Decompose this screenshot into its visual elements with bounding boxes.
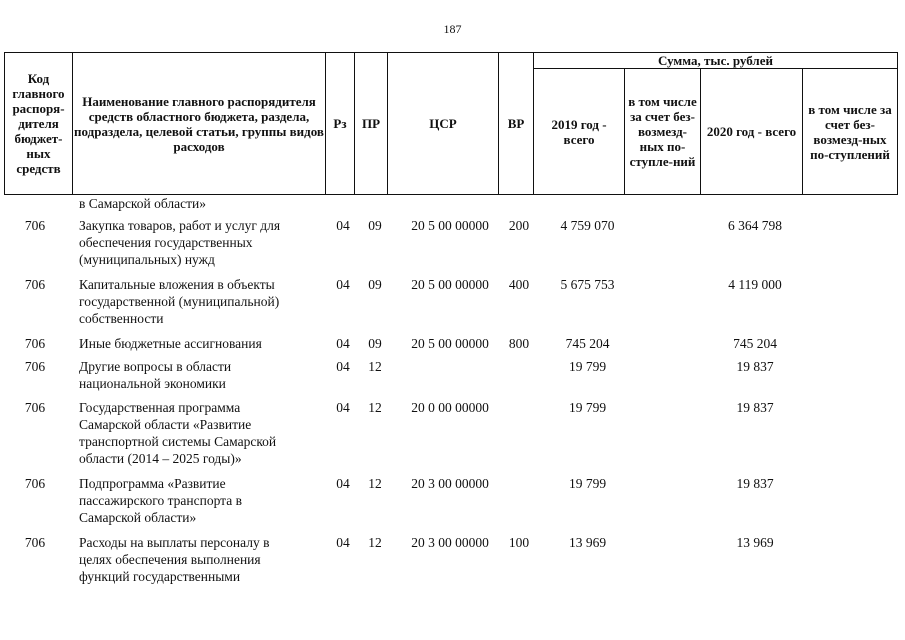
cell-sum-2019: 13 969 bbox=[568, 535, 607, 550]
cell-sum-2020: 19 837 bbox=[736, 400, 774, 415]
table-row bbox=[0, 276, 905, 336]
cell-sum-2020: 6 364 798 bbox=[728, 218, 782, 233]
header-sum-group: Сумма, тыс. рублей bbox=[534, 53, 898, 69]
cell-code: 706 bbox=[24, 336, 46, 351]
header-2019-grants: в том числе за счет без-возмезд-ных по-ступле-ний bbox=[625, 69, 701, 195]
page-number: 187 bbox=[443, 22, 462, 36]
cell-sum-2019: 4 759 070 bbox=[560, 218, 615, 233]
cell-code: 706 bbox=[24, 476, 46, 491]
header-code: Код главного распоря-дителя бюджет-ных средств bbox=[5, 53, 73, 195]
cell-rz: 04 bbox=[336, 218, 350, 233]
table-row bbox=[0, 475, 905, 535]
header-vr: ВР bbox=[499, 53, 534, 195]
cell-vr: 200 bbox=[508, 218, 530, 233]
cell-code: 706 bbox=[24, 400, 46, 415]
cell-code: 706 bbox=[24, 218, 46, 233]
table-header bbox=[4, 52, 898, 195]
cell-csr: 20 5 00 00000 bbox=[411, 218, 489, 233]
cell-name: Подпрограмма «Развитие пассажирского транспорта в Самарской области» bbox=[79, 476, 242, 525]
cell-csr: 20 5 00 00000 bbox=[411, 336, 489, 351]
cell-pr: 09 bbox=[368, 218, 382, 233]
cell-pr: 09 bbox=[368, 336, 382, 351]
cell-pr: 12 bbox=[368, 400, 382, 415]
header-rz: Рз bbox=[326, 53, 355, 195]
cell-rz: 04 bbox=[336, 400, 350, 415]
cell-rz: 04 bbox=[336, 476, 350, 491]
cell-sum-2019: 745 204 bbox=[565, 336, 610, 351]
cell-sum-2019: 19 799 bbox=[568, 359, 607, 374]
cell-csr: 20 5 00 00000 bbox=[411, 277, 489, 292]
cell-vr: 400 bbox=[508, 277, 530, 292]
header-name: Наименование главного распорядителя средств областного бюджета, раздела, подраздела, целевой статьи, группы видов расходов bbox=[73, 53, 326, 195]
cell-rz: 04 bbox=[336, 336, 350, 351]
cell-sum-2020: 745 204 bbox=[733, 336, 777, 351]
continuation-text: в Самарской области» bbox=[79, 196, 207, 211]
cell-sum-2019: 19 799 bbox=[568, 400, 607, 415]
cell-sum-2019: 19 799 bbox=[568, 476, 607, 491]
table-row bbox=[0, 534, 905, 594]
table-row bbox=[0, 217, 905, 277]
cell-code: 706 bbox=[24, 535, 46, 550]
cell-sum-2020: 19 837 bbox=[736, 476, 774, 491]
cell-name: Расходы на выплаты персоналу в целях обеспечения выполнения функций государственными bbox=[79, 535, 270, 584]
cell-csr: 20 0 00 00000 bbox=[411, 400, 489, 415]
table-row bbox=[0, 399, 905, 466]
cell-rz: 04 bbox=[336, 277, 350, 292]
cell-csr: 20 3 00 00000 bbox=[411, 535, 489, 550]
cell-pr: 12 bbox=[368, 535, 382, 550]
cell-rz: 04 bbox=[336, 535, 350, 550]
header-csr: ЦСР bbox=[388, 53, 499, 195]
header-2020-total: 2020 год - всего bbox=[701, 69, 803, 195]
cell-name: Закупка товаров, работ и услуг для обеспечения государственных (муниципальных) нужд bbox=[79, 218, 281, 267]
cell-code: 706 bbox=[24, 359, 46, 374]
cell-code: 706 bbox=[24, 277, 46, 292]
cell-sum-2020: 4 119 000 bbox=[728, 277, 782, 292]
cell-pr: 09 bbox=[368, 277, 382, 292]
cell-sum-2020: 13 969 bbox=[736, 535, 774, 550]
cell-sum-2020: 19 837 bbox=[736, 359, 774, 374]
cell-pr: 12 bbox=[368, 476, 382, 491]
cell-sum-2019: 5 675 753 bbox=[560, 277, 615, 292]
header-2020-grants: в том числе за счет без-возмезд-ных по-ступлений bbox=[803, 69, 898, 195]
cell-pr: 12 bbox=[368, 359, 382, 374]
cell-name: Иные бюджетные ассигнования bbox=[79, 336, 262, 351]
cell-name: Другие вопросы в области национальной экономики bbox=[79, 359, 232, 391]
cell-name: Капитальные вложения в объекты государственной (муниципальной) собственности bbox=[79, 277, 280, 326]
header-pr: ПР bbox=[355, 53, 388, 195]
cell-vr: 100 bbox=[508, 535, 530, 550]
header-2019-total: 2019 год - всего bbox=[534, 69, 625, 195]
cell-vr: 800 bbox=[508, 336, 530, 351]
cell-csr: 20 3 00 00000 bbox=[411, 476, 489, 491]
cell-name: Государственная программа Самарской области «Развитие транспортной системы Самарской области (2014 – 2025 годы)» bbox=[79, 400, 277, 466]
cell-rz: 04 bbox=[336, 359, 350, 374]
